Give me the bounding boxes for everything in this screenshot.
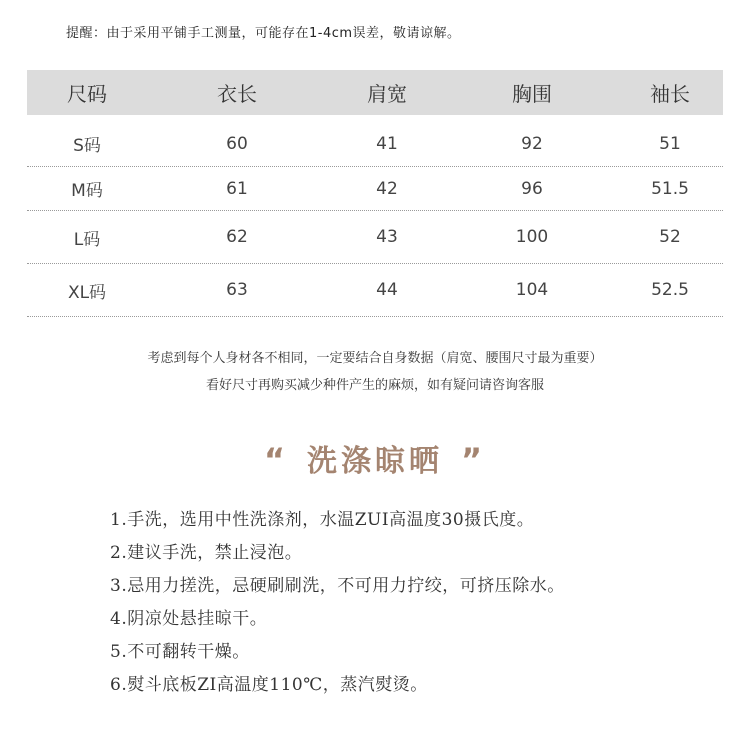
cell-chest: 104 bbox=[515, 280, 549, 300]
cell-size: XL码 bbox=[67, 282, 107, 303]
table-row bbox=[27, 211, 723, 264]
table-row bbox=[27, 264, 723, 317]
cell-chest: 96 bbox=[521, 178, 543, 199]
care-title-text: 洗涤晾晒 bbox=[307, 444, 443, 479]
cell-chest: 92 bbox=[521, 133, 543, 154]
cell-sleeve: 52.5 bbox=[651, 280, 689, 300]
list-item: 4.阴凉处悬挂晾干。 bbox=[110, 609, 268, 629]
cell-shoulder: 41 bbox=[376, 133, 398, 154]
care-instructions-list bbox=[110, 505, 565, 703]
size-table bbox=[27, 70, 723, 317]
close-quote-mark: ” bbox=[461, 441, 487, 479]
table-row bbox=[27, 115, 723, 167]
cell-size: M码 bbox=[71, 181, 103, 201]
cell-length: 62 bbox=[226, 227, 248, 247]
open-quote-mark: “ bbox=[263, 441, 289, 479]
fit-tip-line: 看好尺寸再购买减少种件产生的麻烦，如有疑问请咨询客服 bbox=[205, 378, 544, 393]
cell-size: L码 bbox=[73, 229, 101, 250]
cell-size: S码 bbox=[73, 136, 101, 156]
cell-length: 61 bbox=[226, 178, 248, 199]
header-shoulder: 肩宽 bbox=[367, 82, 407, 106]
list-item: 5.不可翻转干燥。 bbox=[110, 642, 250, 662]
header-chest: 胸围 bbox=[512, 82, 552, 106]
care-section-title bbox=[0, 436, 750, 480]
cell-shoulder: 43 bbox=[376, 227, 398, 247]
list-item: 2.建议手洗，禁止浸泡。 bbox=[110, 543, 303, 563]
cell-length: 60 bbox=[226, 133, 248, 154]
cell-sleeve: 52 bbox=[659, 227, 681, 247]
cell-length: 63 bbox=[226, 280, 248, 300]
cell-sleeve: 51.5 bbox=[651, 178, 689, 199]
header-sleeve: 袖长 bbox=[650, 82, 690, 106]
header-size: 尺码 bbox=[67, 82, 107, 106]
list-item: 6.熨斗底板ZI高温度110℃，蒸汽熨烫。 bbox=[110, 675, 428, 695]
size-table-header bbox=[27, 70, 723, 115]
fit-tip-line: 考虑到每个人身材各不相同，一定要结合自身数据（肩宽、腰围尺寸最为重要） bbox=[147, 351, 603, 366]
cell-sleeve: 51 bbox=[659, 133, 681, 154]
cell-shoulder: 42 bbox=[376, 178, 398, 199]
cell-chest: 100 bbox=[515, 227, 549, 247]
measurement-notice: 提醒：由于采用平铺手工测量，可能存在1-4cm误差，敬请谅解。 bbox=[66, 26, 461, 41]
header-length: 衣长 bbox=[217, 82, 257, 106]
cell-shoulder: 44 bbox=[376, 280, 398, 300]
table-row bbox=[27, 167, 723, 211]
list-item: 3.忌用力搓洗，忌硬刷刷洗，不可用力拧绞，可挤压除水。 bbox=[110, 576, 565, 596]
list-item: 1.手洗，选用中性洗涤剂，水温ZUI高温度30摄氏度。 bbox=[110, 510, 535, 530]
